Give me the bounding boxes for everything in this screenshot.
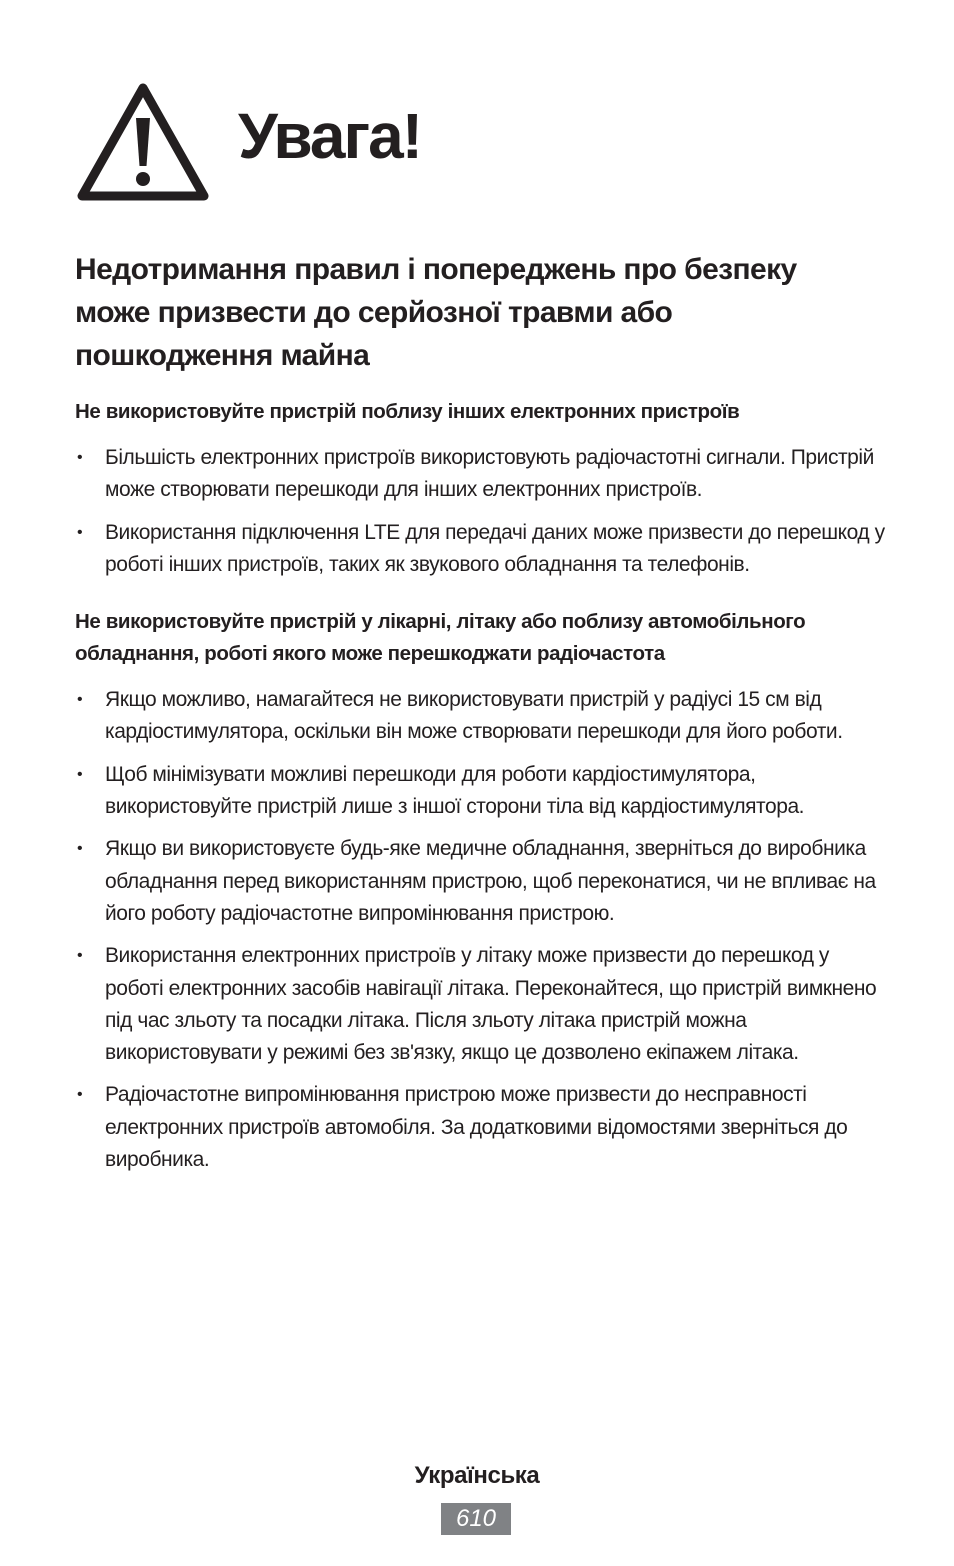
main-heading: Недотримання правил і попереджень про безпеку може призвести до серйозної травми або пошкодження майна: [75, 253, 797, 372]
list-item-text: Використання підключення LTE для передачі даних може призвести до перешкод у роботі інших пристроїв, таких як звукового обладнання та телефонів.: [105, 520, 885, 576]
page-title: Увага!: [238, 100, 422, 172]
warning-triangle-icon: [74, 80, 212, 204]
bullet-icon: •: [77, 1086, 83, 1104]
list-item: [75, 940, 885, 1069]
list-item-text: Якщо можливо, намагайтеся не використовувати пристрій у радіусі 15 см від кардіостимулятора, оскільки він може створювати перешкоди для його роботи.: [105, 688, 843, 744]
list-item: [75, 442, 885, 507]
bullet-icon: •: [77, 523, 83, 541]
list-item: [75, 1079, 885, 1176]
bullet-list: [75, 684, 885, 1176]
footer-language: Українська: [414, 1462, 540, 1489]
bullet-list: [75, 442, 885, 581]
list-item-text: Більшість електронних пристроїв використовують радіочастотні сигнали. Пристрій може створювати перешкоди для інших електронних пристроїв.: [105, 446, 874, 502]
list-item-text: Щоб мінімізувати можливі перешкоди для роботи кардіостимулятора, використовуйте пристрій лише з іншої сторони тіла від кардіостимулятора.: [105, 762, 805, 819]
section-title: Не використовуйте пристрій у лікарні, літаку або поблизу автомобільного обладнання, роботі якого може перешкоджати радіочастота: [75, 610, 806, 666]
bullet-icon: •: [77, 947, 83, 965]
section-electronic-devices: [75, 396, 885, 581]
bullet-icon: •: [77, 840, 83, 858]
bullet-icon: •: [77, 691, 83, 709]
list-item: [75, 684, 885, 749]
bullet-icon: •: [77, 765, 83, 783]
content: [75, 396, 885, 1186]
list-item-text: Використання електронних пристроїв у літаку може призвести до перешкод у роботі електронних засобів навігації літака. Переконайтеся, що пристрій вимкнено під час зльоту та посадки літака. Після зльоту літака пристрій можна використовувати у режимі без зв'язку, якщо це дозволено екіпажем літака.: [105, 944, 877, 1065]
list-item: [75, 833, 885, 930]
bullet-icon: •: [77, 449, 83, 466]
section-title: Не використовуйте пристрій поблизу інших електронних пристроїв: [75, 400, 740, 423]
page-header: [74, 80, 421, 204]
section-hospital-aircraft: [75, 606, 885, 1176]
list-item: [75, 759, 885, 824]
page-number-badge: 610: [441, 1503, 511, 1535]
list-item: [75, 517, 885, 582]
list-item-text: Радіочастотне випромінювання пристрою може призвести до несправності електронних пристроїв автомобіля. За додатковими відомостями зверніться до виробника.: [105, 1083, 848, 1172]
list-item-text: Якщо ви використовуєте будь-яке медичне обладнання, зверніться до виробника обладнання перед використанням пристрою, щоб переконатися, чи не впливає на його роботу радіочастотне випромінювання пристрою.: [105, 837, 876, 925]
